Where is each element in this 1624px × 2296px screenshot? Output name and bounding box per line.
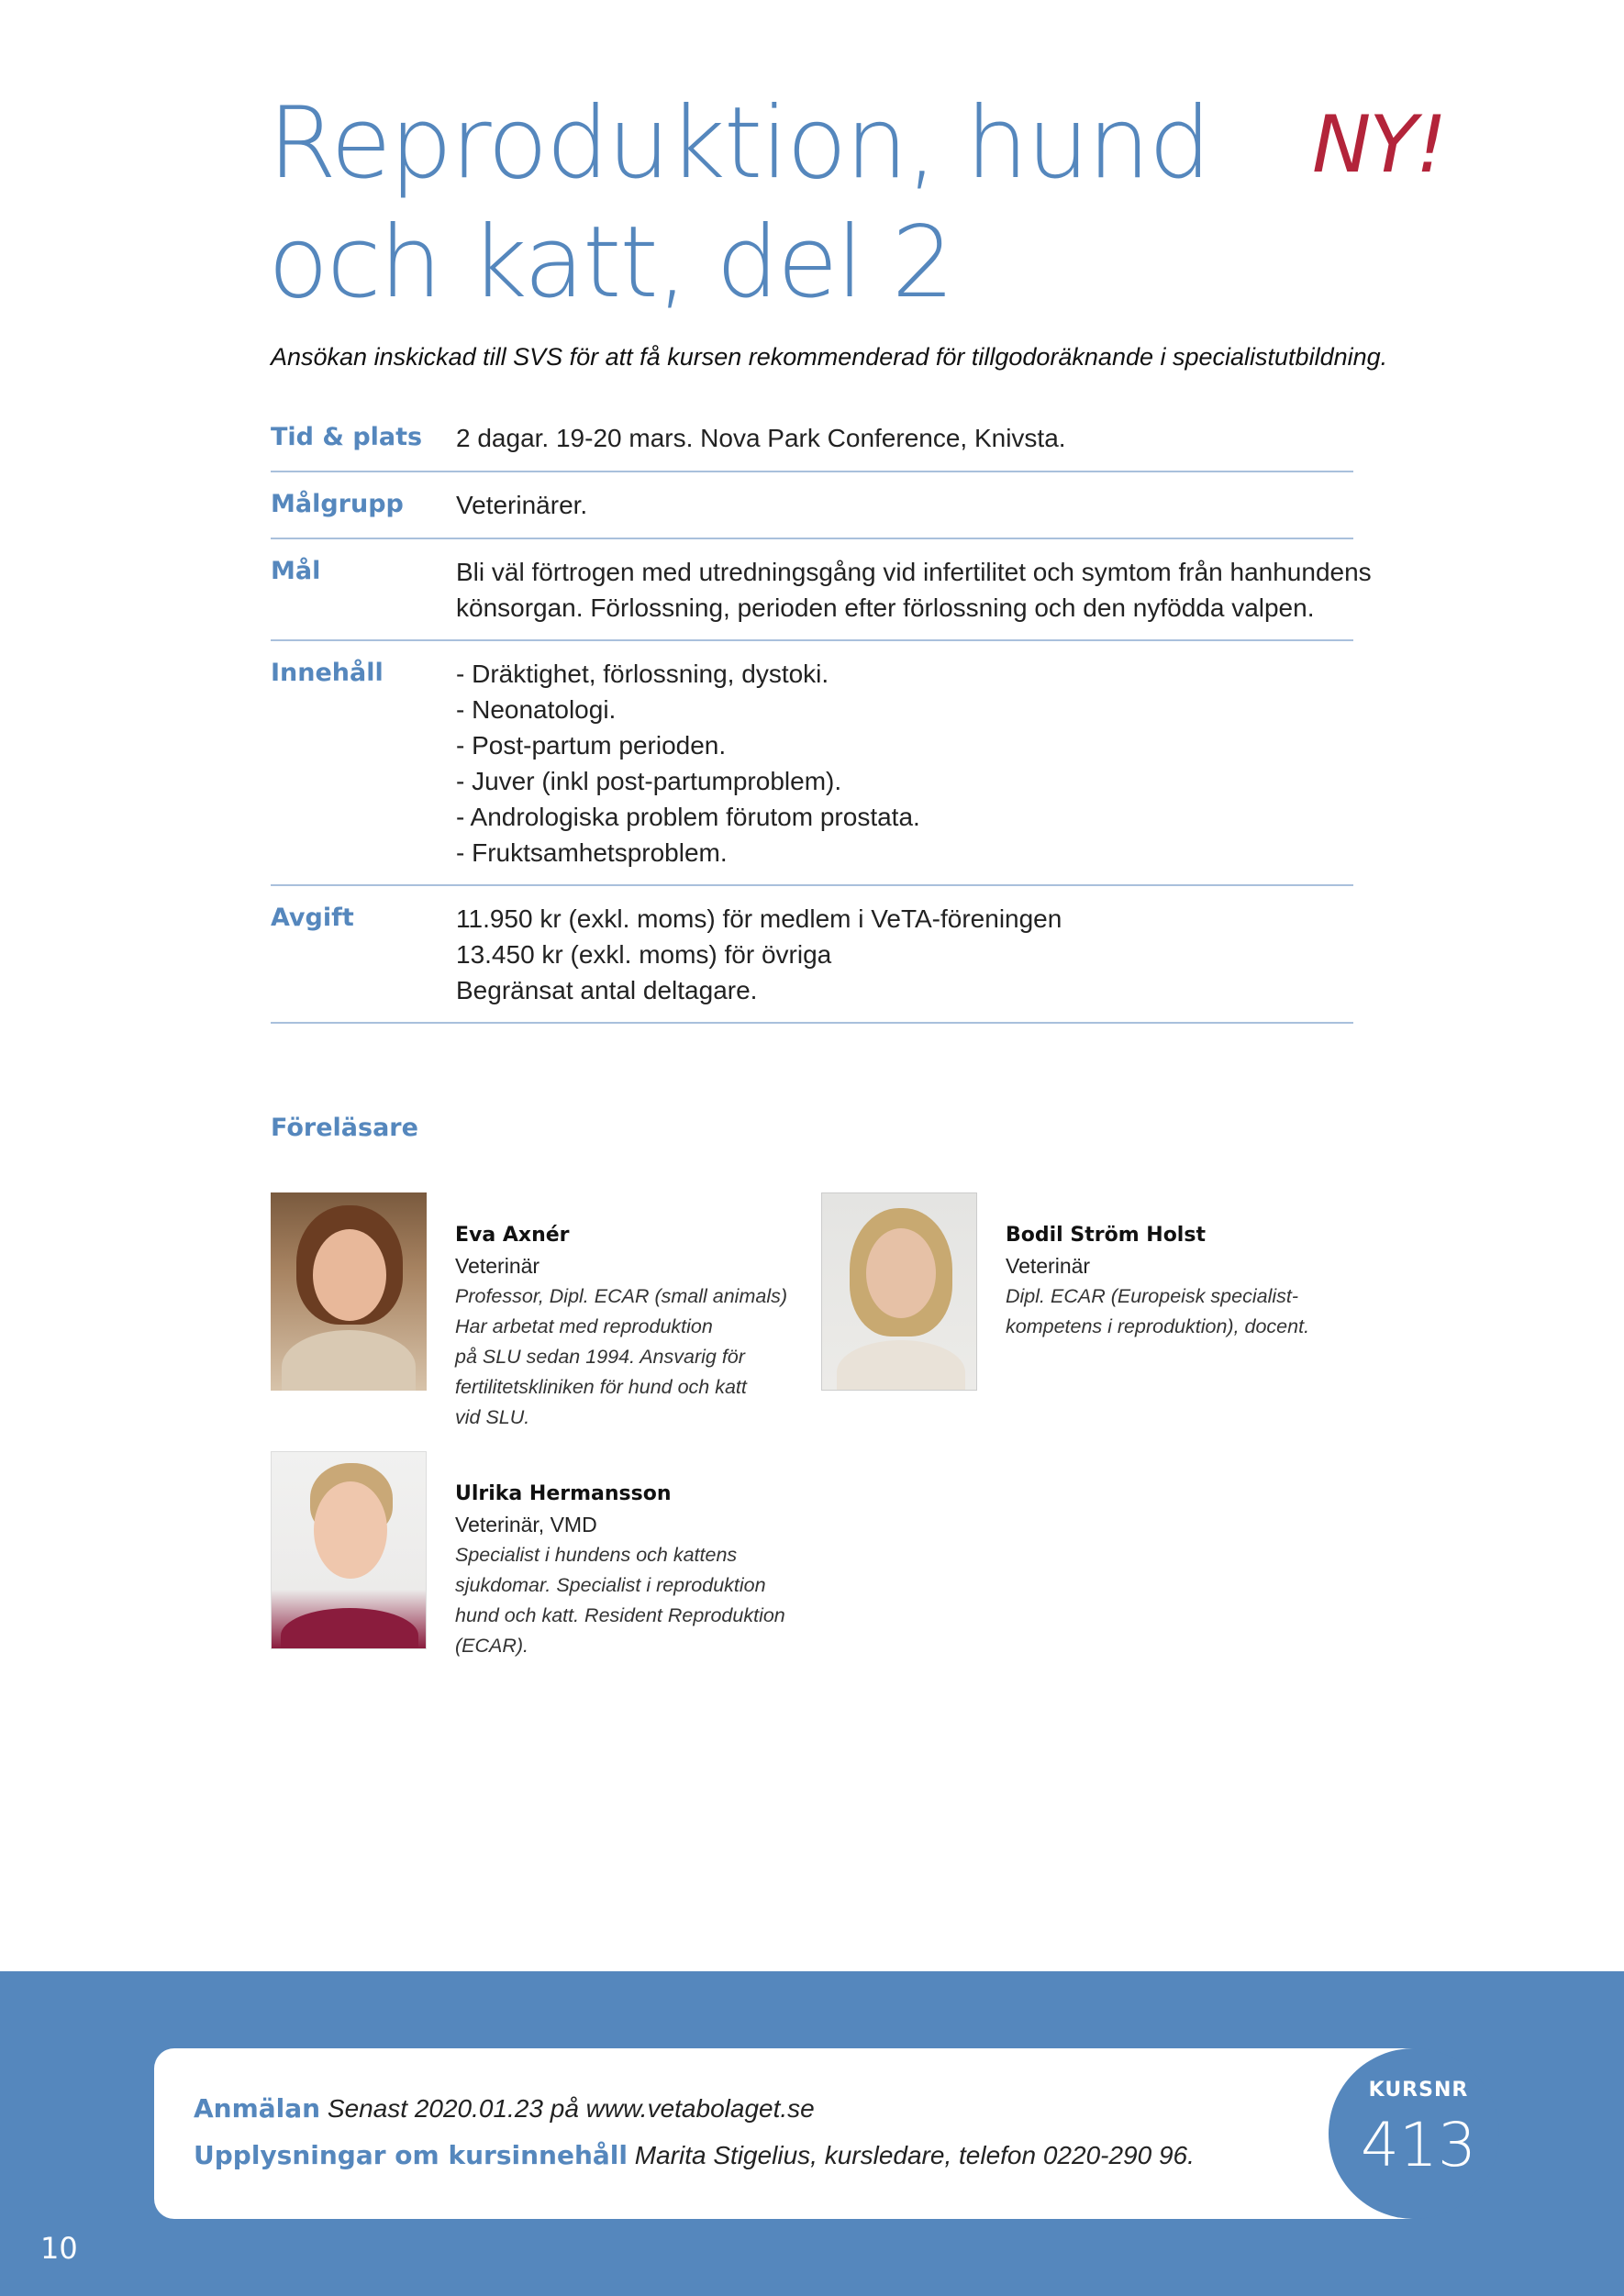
info-row-tid bbox=[271, 413, 1353, 472]
registration-text: Senast 2020.01.23 på www.vetabolaget.se bbox=[327, 2094, 815, 2123]
lecturer-name: Ulrika Hermansson bbox=[455, 1482, 672, 1505]
course-number-label: KURSNR bbox=[1368, 2079, 1469, 2102]
lecturer-description bbox=[1006, 1281, 1391, 1342]
description-line: fertilitetskliniken för hund och katt bbox=[455, 1376, 747, 1398]
lecturer-photo bbox=[271, 1192, 427, 1391]
title-line-1: Reproduktion, hund bbox=[268, 86, 1210, 201]
course-number: 413 bbox=[1361, 2110, 1476, 2180]
fee-line: Begränsat antal deltagare. bbox=[456, 976, 758, 1004]
course-info-table bbox=[271, 413, 1372, 1024]
info-row-avgift bbox=[271, 886, 1353, 1024]
info-value bbox=[456, 554, 1372, 626]
lecturer-name: Eva Axnér bbox=[455, 1224, 570, 1247]
contact-line bbox=[194, 2140, 1195, 2170]
description-line: Dipl. ECAR (Europeisk specialist- bbox=[1006, 1285, 1299, 1307]
lecturer-card bbox=[455, 1220, 804, 1433]
content-item: - Fruktsamhetsproblem. bbox=[456, 838, 728, 867]
lecturer-role: Veterinär, VMD bbox=[455, 1513, 597, 1536]
description-line: (ECAR). bbox=[455, 1635, 529, 1657]
description-line: Har arbetat med reproduktion bbox=[455, 1315, 713, 1337]
lecturer-role: Veterinär bbox=[1006, 1254, 1091, 1278]
info-value bbox=[456, 487, 1353, 523]
lecturer-photo bbox=[821, 1192, 977, 1391]
lecturer-description bbox=[455, 1281, 804, 1433]
title-line-2: och katt, del 2 bbox=[268, 205, 953, 320]
lecturer-description bbox=[455, 1540, 804, 1661]
registration-line bbox=[194, 2093, 815, 2124]
info-row-malgrupp bbox=[271, 472, 1353, 539]
description-line: Professor, Dipl. ECAR (small animals) bbox=[455, 1285, 788, 1307]
info-value-line: Veterinärer. bbox=[456, 491, 588, 519]
info-label: Tid & plats bbox=[271, 423, 423, 451]
fee-line: 11.950 kr (exkl. moms) för medlem i VeTA-föreningen bbox=[456, 904, 1062, 933]
lecturer-card bbox=[1006, 1220, 1391, 1342]
subtitle: Ansökan inskickad till SVS för att få kursen rekommenderad för tillgodoräknande i specialistutbildning. bbox=[271, 343, 1388, 371]
info-label: Målgrupp bbox=[271, 490, 404, 518]
contact-text: Marita Stigelius, kursledare, telefon 0220-290 96. bbox=[634, 2141, 1195, 2169]
info-value bbox=[456, 656, 1353, 871]
footer-info-box bbox=[154, 2048, 1429, 2219]
content-item: - Juver (inkl post-partumproblem). bbox=[456, 767, 842, 795]
content-item: - Dräktighet, förlossning, dystoki. bbox=[456, 660, 829, 688]
description-line: sjukdomar. Specialist i reproduktion bbox=[455, 1574, 766, 1596]
new-badge: NY! bbox=[1312, 99, 1446, 191]
description-line: hund och katt. Resident Reproduktion bbox=[455, 1604, 785, 1626]
content-item: - Post-partum perioden. bbox=[456, 731, 727, 760]
page-title bbox=[268, 84, 1231, 323]
info-row-innehall bbox=[271, 641, 1353, 886]
registration-label: Anmälan bbox=[194, 2093, 321, 2124]
info-value bbox=[456, 420, 1353, 456]
info-label: Innehåll bbox=[271, 659, 384, 687]
lecturers-heading: Föreläsare bbox=[271, 1114, 418, 1142]
description-line: kompetens i reproduktion), docent. bbox=[1006, 1315, 1310, 1337]
info-row-mal bbox=[271, 539, 1372, 641]
info-value-line: 2 dagar. 19-20 mars. Nova Park Conference, Knivsta. bbox=[456, 424, 1066, 452]
lecturer-card bbox=[455, 1479, 804, 1661]
description-line: på SLU sedan 1994. Ansvarig för bbox=[455, 1346, 745, 1368]
lecturer-photo bbox=[271, 1451, 427, 1649]
fee-line: 13.450 kr (exkl. moms) för övriga bbox=[456, 940, 832, 969]
lecturer-name: Bodil Ström Holst bbox=[1006, 1224, 1206, 1247]
description-line: vid SLU. bbox=[455, 1406, 530, 1428]
page-number: 10 bbox=[40, 2231, 78, 2266]
info-label: Avgift bbox=[271, 904, 354, 932]
description-line: Specialist i hundens och kattens bbox=[455, 1544, 738, 1566]
contact-label: Upplysningar om kursinnehåll bbox=[194, 2140, 628, 2170]
content-item: - Neonatologi. bbox=[456, 695, 617, 724]
content-item: - Andrologiska problem förutom prostata. bbox=[456, 803, 920, 831]
info-value bbox=[456, 901, 1353, 1008]
info-value-line: Bli väl förtrogen med utredningsgång vid infertilitet och symtom från hanhundens bbox=[456, 558, 1372, 586]
info-label: Mål bbox=[271, 557, 321, 585]
lecturer-role: Veterinär bbox=[455, 1254, 540, 1278]
info-value-line: könsorgan. Förlossning, perioden efter förlossning och den nyfödda valpen. bbox=[456, 593, 1315, 622]
